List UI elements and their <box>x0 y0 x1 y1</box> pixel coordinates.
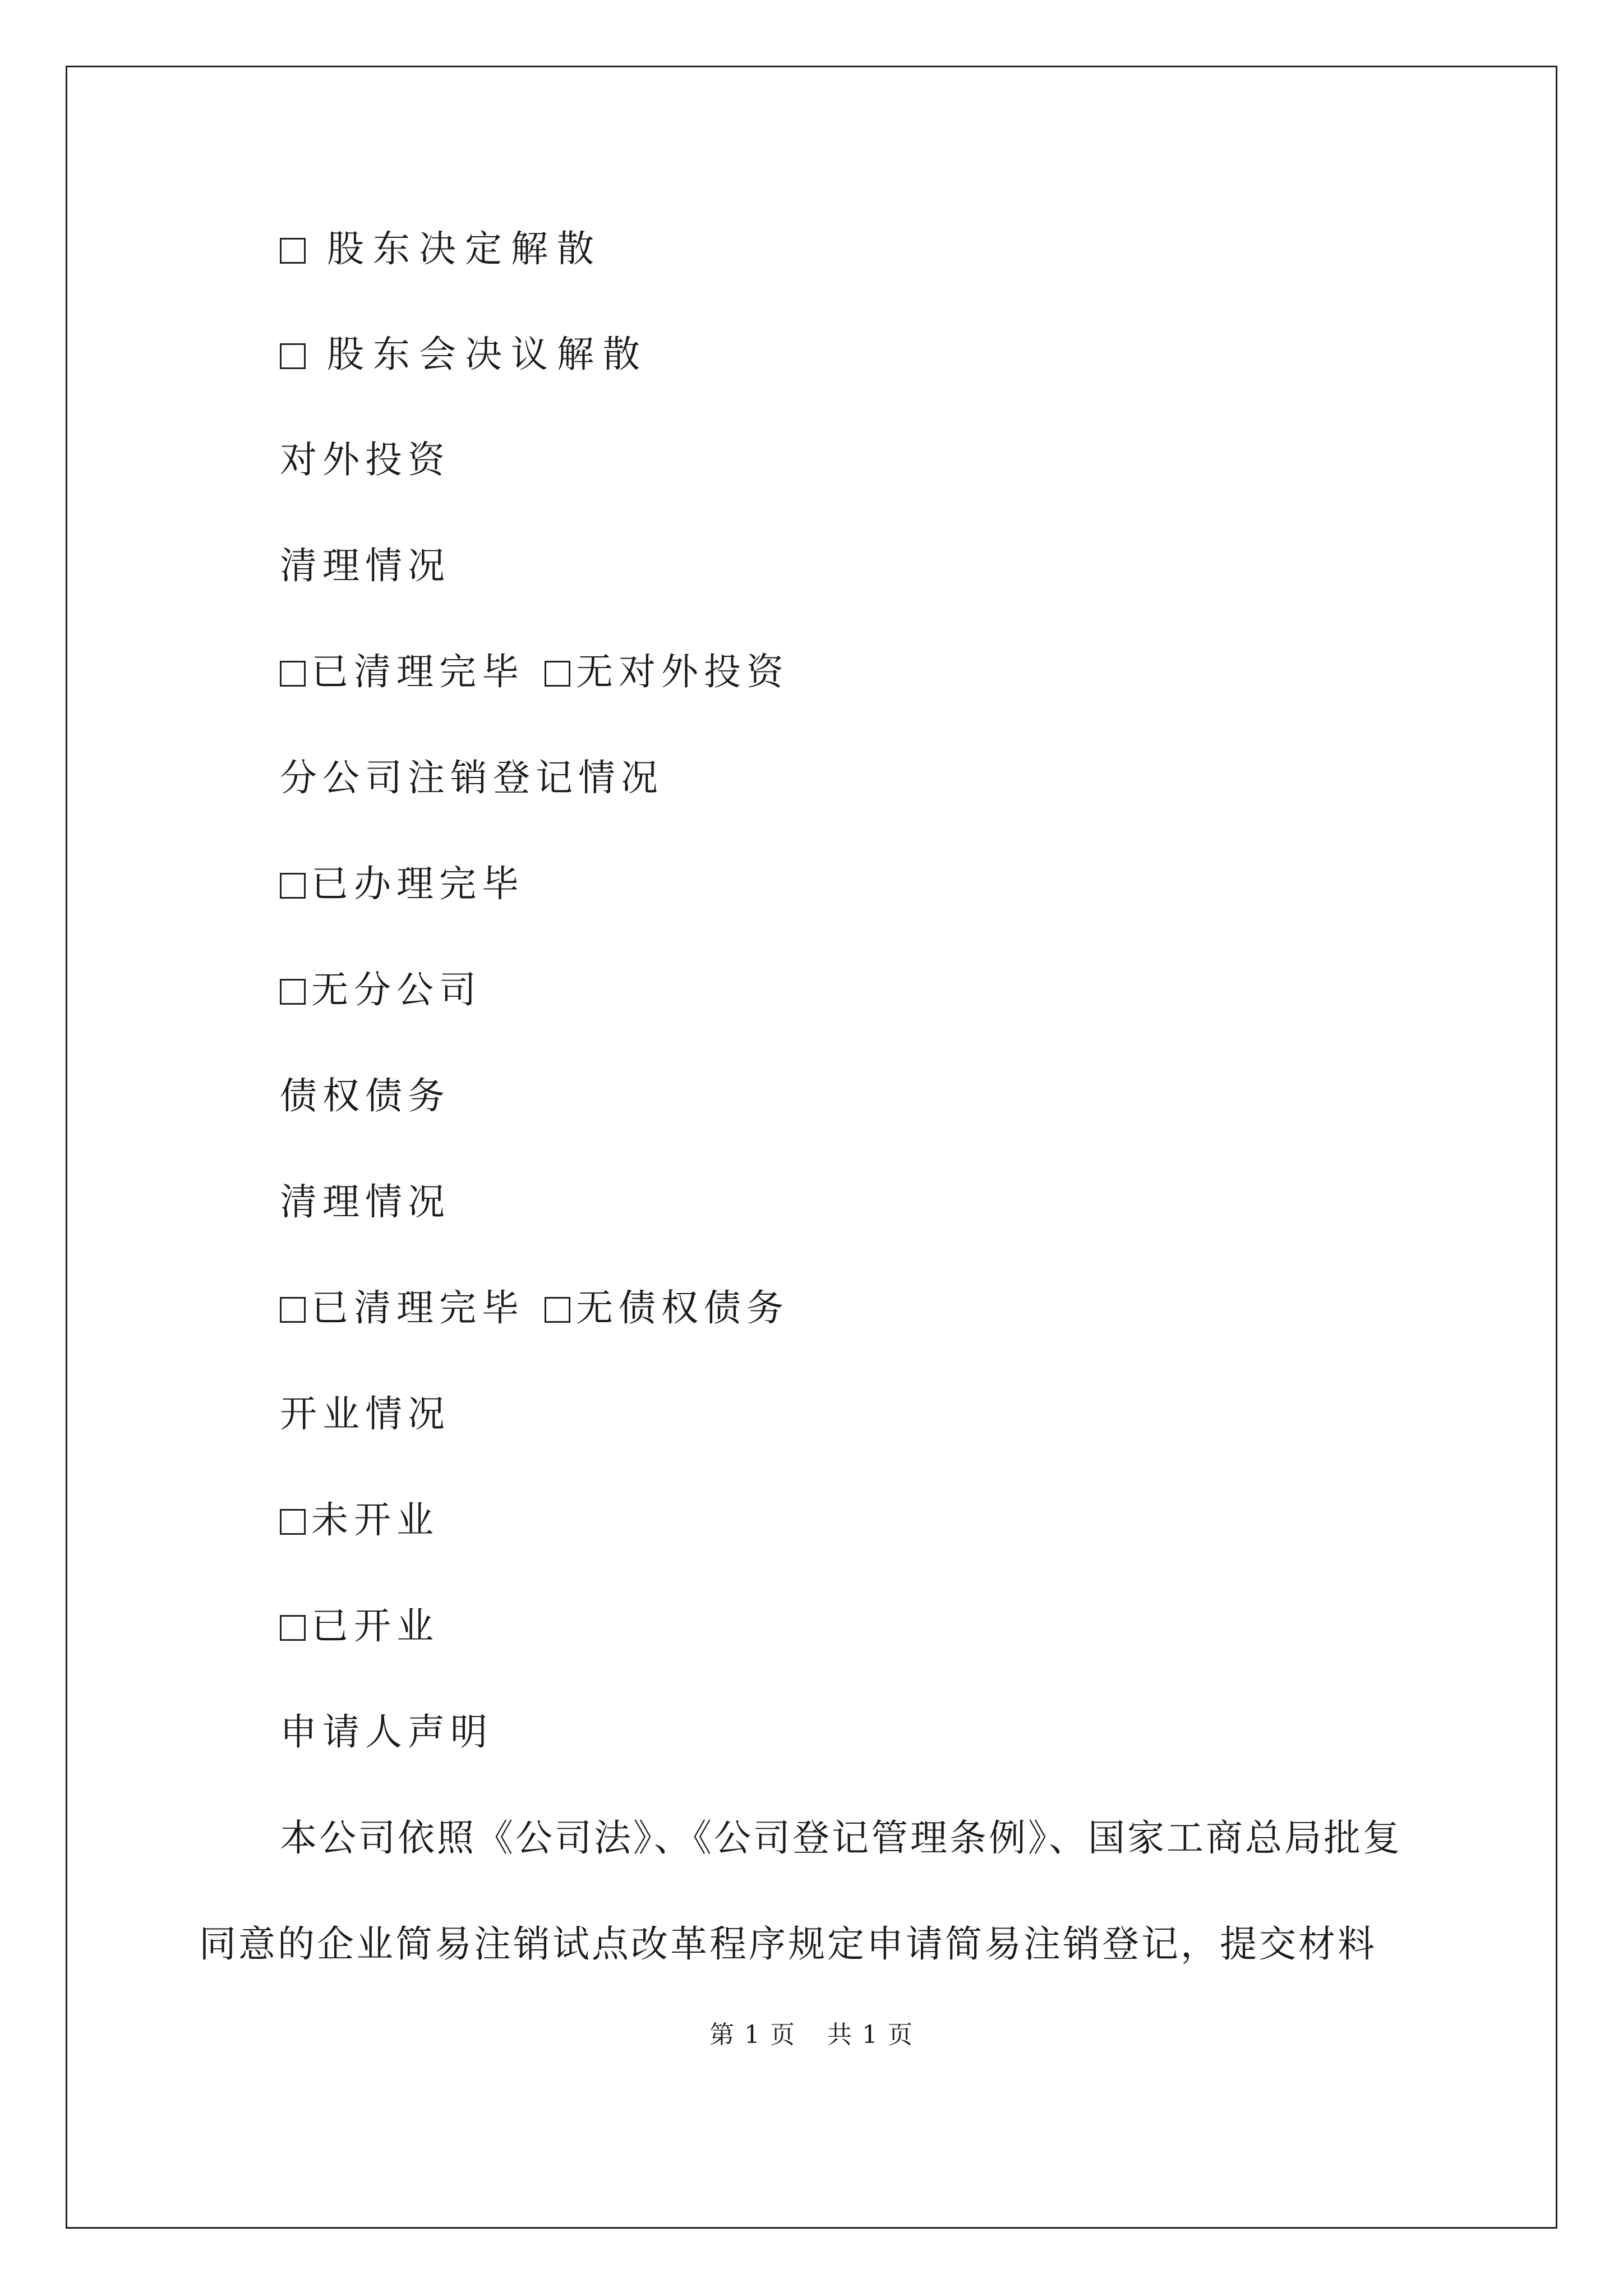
option-opened[interactable] <box>280 1604 439 1649</box>
option-no-branch[interactable] <box>280 968 482 1013</box>
option-no-debt[interactable] <box>545 1286 789 1329</box>
checkbox[interactable] <box>280 343 306 369</box>
option-investment-done[interactable] <box>280 650 524 693</box>
checkbox[interactable] <box>280 979 306 1005</box>
option-label: 无债权债务 <box>576 1286 789 1329</box>
option-label: 已清理完毕 <box>311 650 524 693</box>
option-no-investment[interactable] <box>545 650 789 693</box>
checkbox[interactable] <box>280 873 306 899</box>
checkbox[interactable] <box>545 661 570 687</box>
declaration-line-2: 同意的企业简易注销试点改革程序规定申请简易注销登记，提交材料 <box>199 1922 1377 1966</box>
heading-investment-status: 清理情况 <box>280 544 450 587</box>
option-label: 已清理完毕 <box>311 1286 524 1329</box>
option-shareholder-meeting[interactable] <box>280 332 649 377</box>
checkbox[interactable] <box>280 661 306 687</box>
checkbox[interactable] <box>280 238 306 264</box>
checkbox[interactable] <box>280 1297 306 1323</box>
page-border <box>66 66 1557 2229</box>
option-branch-done[interactable] <box>280 862 524 907</box>
heading-declaration: 申请人声明 <box>280 1710 493 1754</box>
options-debt <box>280 1286 789 1331</box>
options-investment <box>280 650 789 694</box>
option-label: 未开业 <box>311 1498 439 1542</box>
heading-operation: 开业情况 <box>280 1392 450 1435</box>
heading-debt-status: 清理情况 <box>280 1180 450 1223</box>
page-number: 第 1 页 <box>709 2021 796 2049</box>
option-label: 无分公司 <box>311 968 482 1011</box>
option-shareholder-decision[interactable] <box>280 227 603 272</box>
option-debt-done[interactable] <box>280 1286 524 1329</box>
checkbox[interactable] <box>280 1509 306 1535</box>
option-label: 已开业 <box>311 1604 439 1648</box>
heading-branch: 分公司注销登记情况 <box>280 756 663 799</box>
checkbox[interactable] <box>280 1615 306 1641</box>
heading-debt: 债权债务 <box>280 1074 450 1117</box>
option-label: 已办理完毕 <box>311 862 524 905</box>
checkbox[interactable] <box>545 1297 570 1323</box>
option-label: 股东决定解散 <box>327 227 603 270</box>
option-not-opened[interactable] <box>280 1498 439 1543</box>
option-label: 无对外投资 <box>576 650 789 693</box>
option-label: 股东会决议解散 <box>327 333 649 376</box>
declaration-line-1: 本公司依照《公司法》、《公司登记管理条例》、国家工商总局批复 <box>280 1816 1402 1860</box>
page-total: 共 1 页 <box>827 2021 914 2049</box>
page-footer <box>0 2019 1623 2051</box>
heading-investment: 对外投资 <box>280 438 450 481</box>
